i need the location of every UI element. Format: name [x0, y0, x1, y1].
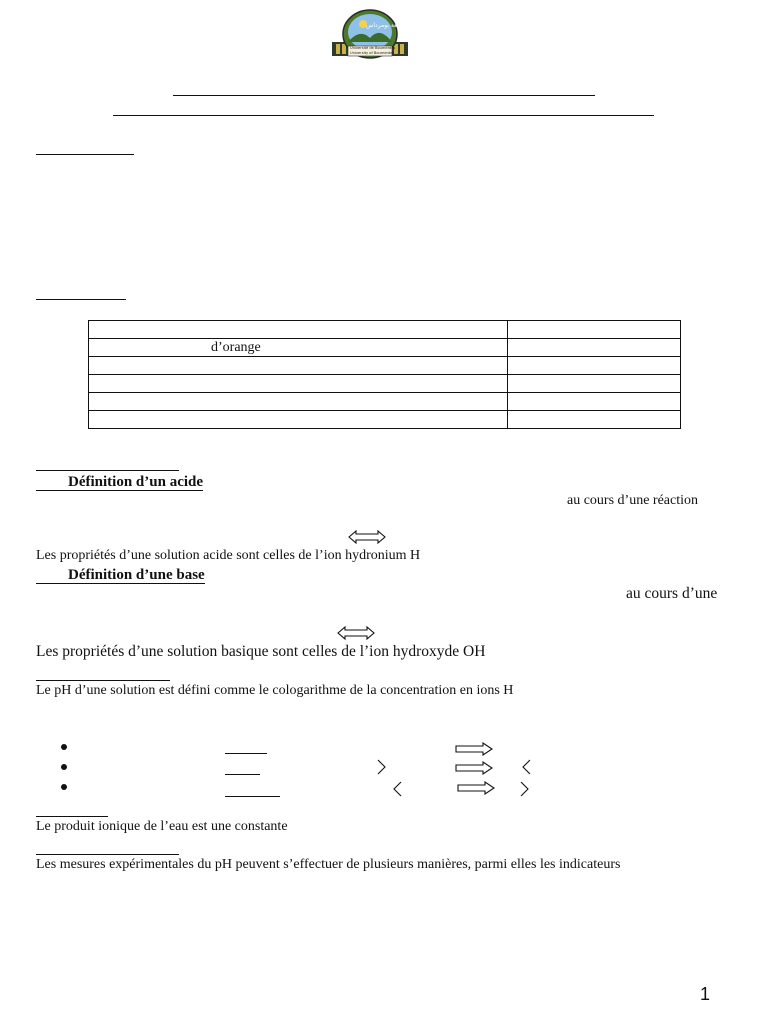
greater-than-icon: [377, 759, 386, 775]
table-cell: [508, 411, 681, 429]
table-cell: [508, 321, 681, 339]
base-heading: [36, 567, 205, 584]
title-line-2: [113, 115, 654, 116]
list-bullet: [61, 784, 67, 790]
measurement-text: Les mesures expérimentales du pH peuvent s’effectuer de plusieurs manières, parmi elles les indicateurs: [36, 857, 621, 872]
table-row: [89, 321, 681, 339]
section-underline-intro: [36, 154, 134, 155]
double-arrow-icon: [337, 626, 375, 640]
base-heading-text: Définition d’une base: [68, 567, 205, 583]
right-arrow-icon: [455, 761, 493, 775]
table-cell: [508, 357, 681, 375]
logo-caption-fr: Université de Boumerdès: [350, 46, 396, 50]
blank-underline: [225, 774, 260, 775]
blank-underline: [225, 796, 280, 797]
data-table: [88, 320, 681, 429]
right-arrow-icon: [457, 781, 495, 795]
section-underline-ph: [36, 680, 170, 681]
list-bullet: [61, 764, 67, 770]
page-number: 1: [700, 984, 711, 1004]
table-row: [89, 393, 681, 411]
less-than-icon: [393, 781, 402, 797]
acid-heading: [36, 474, 203, 491]
table-cell: [89, 357, 508, 375]
greater-than-icon: [520, 781, 529, 797]
table-row: [89, 357, 681, 375]
table-cell-text: d’orange: [211, 339, 261, 355]
logo-caption-en: University of Boumerdes: [350, 51, 395, 55]
university-logo: [330, 8, 410, 60]
base-line1-tail: au cours d’une: [626, 585, 718, 602]
section-underline-measurement: [36, 854, 179, 855]
table-cell: [89, 321, 508, 339]
table-row: [89, 411, 681, 429]
section-underline-water: [36, 816, 108, 817]
section-underline-definitions: [36, 470, 179, 471]
list-bullet: [61, 744, 67, 750]
logo-arabic-text: جامعة بومرداس: [366, 22, 406, 29]
water-ionic-product: Le produit ionique de l’eau est une constante: [36, 819, 288, 834]
less-than-icon: [522, 759, 531, 775]
table-cell: [89, 393, 508, 411]
acid-heading-text: Définition d’un acide: [68, 474, 204, 490]
acid-line1-tail: au cours d’une réaction: [567, 493, 698, 508]
double-arrow-icon: [348, 530, 386, 544]
table-cell: [89, 339, 508, 357]
table-row: [89, 339, 681, 357]
table-cell: [89, 375, 508, 393]
table-cell: [89, 411, 508, 429]
blank-underline: [225, 753, 267, 754]
base-properties: Les propriétés d’une solution basique sont celles de l’ion hydroxyde OH: [36, 643, 486, 660]
acid-properties: Les propriétés d’une solution acide sont celles de l’ion hydronium H: [36, 548, 421, 563]
section-underline-table: [36, 299, 126, 300]
title-line-1: [173, 95, 595, 96]
table-cell: [508, 393, 681, 411]
ph-definition: Le pH d’une solution est défini comme le cologarithme de la concentration en ions H: [36, 683, 514, 698]
table-cell: [508, 375, 681, 393]
table-cell: [508, 339, 681, 357]
right-arrow-icon: [455, 742, 493, 756]
table-row: [89, 375, 681, 393]
